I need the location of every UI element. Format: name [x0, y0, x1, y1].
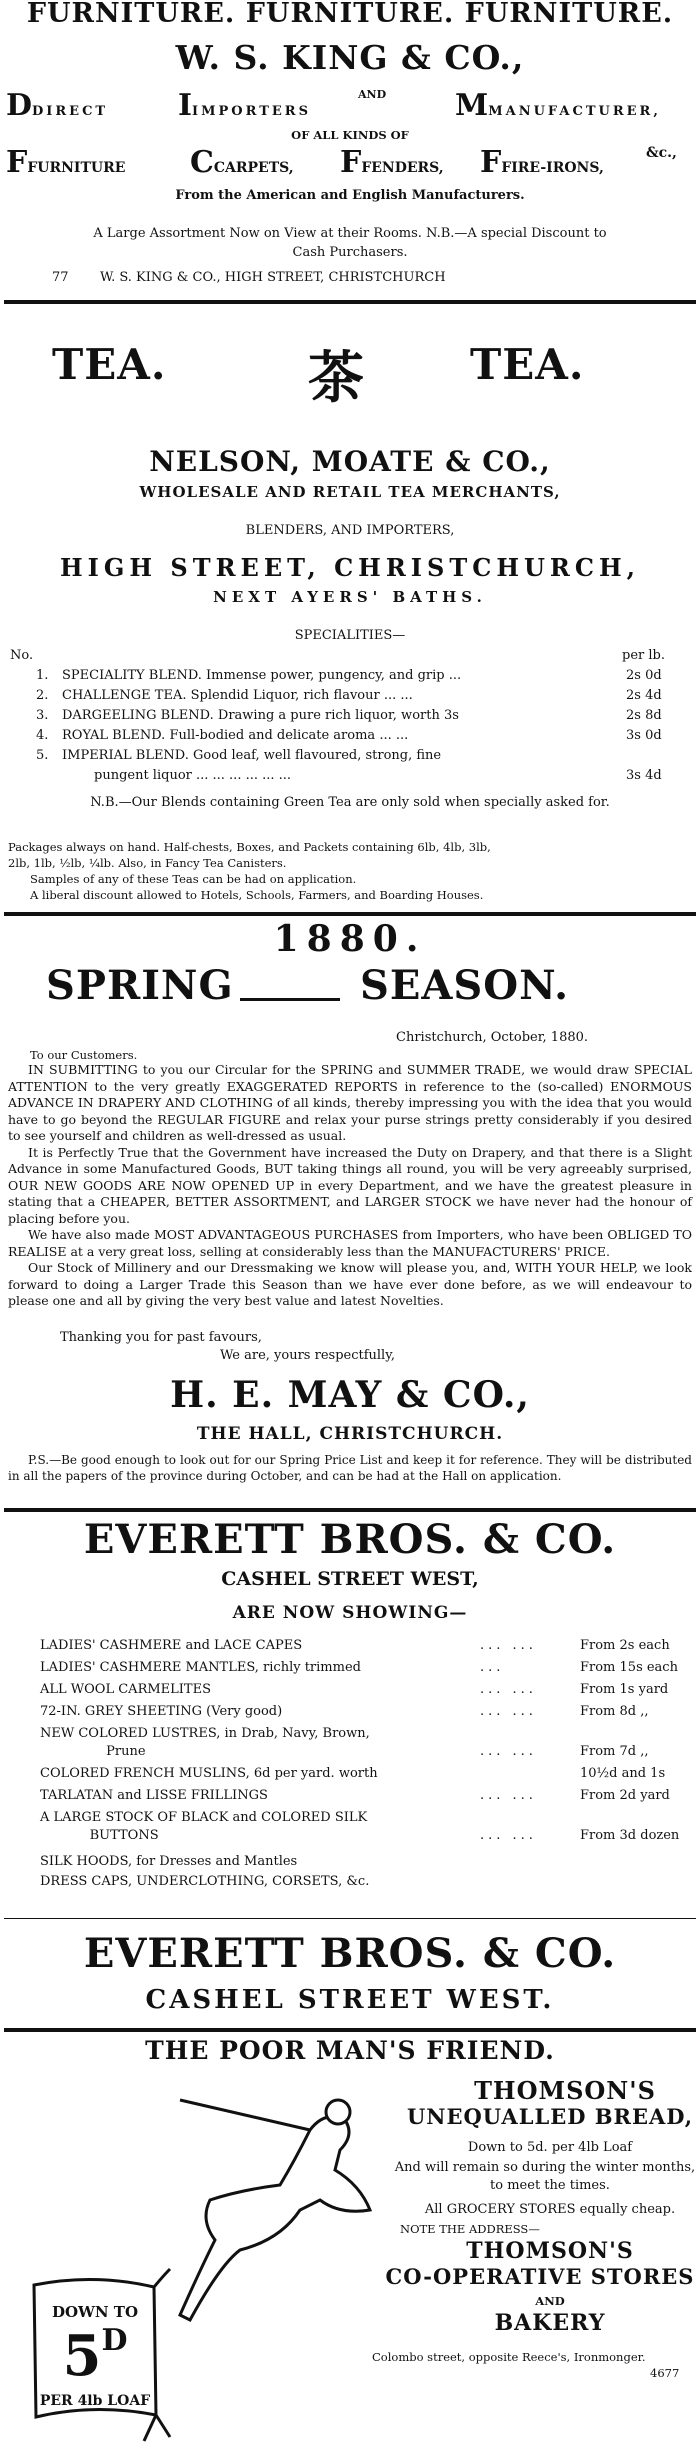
king-all-kinds: OF ALL KINDS OF: [291, 128, 409, 142]
may-dateline: Christchurch, October, 1880.: [396, 1030, 589, 1045]
paragraph: It is Perfectly True that the Government have increased the Duty on Drapery, and that there is a Slight Advance in some Manufactured Goods, BUT taking things all round, you will be very agreeably surprised, OUR NEW GOODS ARE NOW OPENED UP in every Department, and we have the greatest pleasure in stating that a CHEAPER, BETTER ASSORTMENT, and LARGER STOCK we have never had the honour of placing before you.: [8, 1144, 692, 1226]
may-firm-name: H. E. MAY & CO.,: [170, 1374, 530, 1416]
list-item: 4. ROYAL BLEND. Full-bodied and delicate aroma ... ... 3s 0d: [36, 728, 662, 743]
divider: [4, 1508, 696, 1512]
table-row: ALL WOOL CARMELITES ... ... From 1s yard: [40, 1682, 669, 1697]
table-row: LADIES' CASHMERE MANTLES, richly trimmed ... From 15s each: [40, 1660, 678, 1675]
table-row: TARLATAN and LISSE FRILLINGS ... ... From 2d yard: [40, 1788, 670, 1803]
king-assortment: A Large Assortment Now on View at their Rooms. N.B.—A special Discount to: [93, 226, 607, 241]
list-item: pungent liquor ... ... ... ... ... ... 3s 4d: [94, 768, 662, 783]
thomson-meet: to meet the times.: [490, 2178, 610, 2193]
nelson-firm-name: NELSON, MOATE & CO.,: [149, 445, 551, 478]
thomson-stores-1: THOMSON'S: [466, 2238, 634, 2264]
thomson-remain: And will remain so during the winter months,: [394, 2160, 696, 2175]
nelson-nb: N.B.—Our Blends containing Green Tea are only sold when specially asked for.: [90, 795, 610, 810]
thomson-address: Colombo street, opposite Reece's, Ironmonger.: [372, 2350, 646, 2364]
divider: [4, 1918, 696, 1919]
thomson-number: 4677: [650, 2366, 680, 2380]
nelson-street: HIGH STREET, CHRISTCHURCH,: [59, 553, 640, 582]
nelson-discount: A liberal discount allowed to Hotels, Schools, Farmers, and Boarding Houses.: [30, 888, 484, 902]
everett-footer-street: CASHEL STREET WEST.: [145, 1985, 555, 2015]
list-item: 3. DARGEELING BLEND. Drawing a pure rich liquor, worth 3s 2s 8d: [36, 708, 662, 723]
tea-speciality-list: [14, 668, 686, 788]
newspaper-page: FURNITURE. FURNITURE. FURNITURE. W. S. KING & CO., DDIRECT IIMPORTERS AND MMANUFACTURER, OF ALL KINDS OF FFURNITURE CCARPETS, FFENDERS, FFIRE-IRONS, &c., From the American and English Manufacturers. A Large Assortment Now on View at their Rooms. N.B.—A special Discount to Cash Purchasers. 77 W. S. KING & CO., HIGH STREET, CHRISTCHURCH TEA. 茶 TEA. NELSON, MOATE & CO., WHOLESALE AND RETAIL TEA MERCHANTS, BLENDERS, AND IMPORTERS, HIGH STREET, CHRISTCHURCH, NEXT AYERS' BATHS. SPECIALITIES— No. per lb. 1. SPECIALITY BLEND. Immense power, pungency, and grip ... 2s 0d 2. CHALLENGE TEA. Splendid Liquor, rich flavour ... ... 2s 4d 3. DARGEELING BLEND. Drawing a pure rich liquor, worth 3s 2s 8d 4. ROYAL BLEND. Full-bodied and delicate aroma ... ... 3s 0d 5. IMPERIAL BLEND. Good leaf, well flavoured, strong, fine pungent liquor ... ... ... ... ... ... 3s 4d N.B.—Our Blends containing Green Tea are only sold when specially asked for. Packages always on hand. Half-chests, Boxes, and Packets containing 6lb, 4lb, 3lb, 2lb, 1lb, ½lb, ¼lb. Also, in Fancy Tea Canisters. Samples of any of these Teas can be had on application. A liberal discount allowed to Hotels, Schools, Farmers, and Boarding Houses. 1880. SPRING SEASON. Christchurch, October, 1880. To our Customers. IN SUBMITTING to you our Circular for the SPRING and SUMMER TRADE, we would draw SPECIAL ATTENTION to the very greatly EXAGGERATED REPORTS in reference to the (so-called) ENORMOUS ADVANCE IN DRAPERY AND CLOTHING of all kinds, thereby impressing you with the idea that you would have to go beyond the REGULAR FIGURE and relax your purse strings pretty considerably if you desired to see yourself and children as well-dressed as usual. It is Perfectly True that the Government have increased the Duty on Drapery, and that there is a Slight Advance in some Manufactured Goods, BUT taking things all round, you will be very agreeably surprised, OUR NEW GOODS ARE NOW OPENED UP in every Department, and we have the greatest pleasure in stating that a CHEAPER, BETTER ASSORTMENT, and LARGER STOCK we have never had the honour of placing before you. We have also made MOST ADVANTAGEOUS PURCHASES from Importers, who have been OBLIGED TO REALISE at a very great loss, selling at considerably less than the MANUFACTURERS' PRICE. Our Stock of Millinery and our Dressmaking we know will please you, and, WITH YOUR HELP, we look forward to doing a Larger Trade this Season than we have ever done before, as we will endeavour to please one and all by giving the very best value and latest Novelties. Thanking you for past favours, We are, yours respectfully, H. E. MAY & CO., THE HALL, CHRISTCHURCH. P.S.—Be good enough to look out for our Spring Price List and keep it for reference. They will be distributed in all the papers of the province during October, and can be had at the Hall on application. EVERETT BROS. & CO. CASHEL STREET WEST, ARE NOW SHOWING— LADIES' CASHMERE and LACE CAPES ... ... From 2s each LADIES' CASHMERE MANTLES, richly trimmed ... From 15s each ALL WOOL CARMELITES ... ... From 1s yard 72-IN. GREY SHEETING (Very good) ... ... From 8d ,, NEW COLORED LUSTRES, in Drab, Navy, Brown, Prune ... ... From 7d ,, COLORED FRENCH MUSLINS, 6d per yard. worth 10½d and 1s TARLATAN and LISSE FRILLINGS ... ... From 2d yard A LARGE STOCK OF BLACK and COLORED SILK BUTTONS ... ... From 3d dozen SILK HOODS, for Dresses and Mantles DRESS CAPS, UNDERCLOTHING, CORSETS, &c. EVERETT BROS. & CO. CASHEL STREET WEST. THE POOR MAN'S FRIEND. DOWN TO 5D PER 4lb LOAF THOMSON'S UNEQUALLED BREAD, Down to 5d. per 4lb Loaf And will remain so during the winter months, to meet the times. All GROCERY STORES equally cheap. NOTE THE ADDRESS— THOMSON'S CO-OPERATIVE STORES AND BAKERY Colombo street, opposite Reece's, Ironmonger. 4677: [0, 0, 700, 2454]
may-thanks: Thanking you for past favours,: [60, 1330, 262, 1345]
table-row: NEW COLORED LUSTRES, in Drab, Navy, Brown,: [40, 1726, 370, 1741]
horse-rider-icon: [160, 2090, 390, 2330]
table-row: COLORED FRENCH MUSLINS, 6d per yard. worth 10½d and 1s: [40, 1766, 666, 1781]
thomson-down: Down to 5d. per 4lb Loaf: [467, 2140, 633, 2155]
may-yours: We are, yours respectfully,: [220, 1348, 395, 1363]
spring-year: 1880.: [273, 918, 427, 960]
flag-price: 5D: [62, 2323, 128, 2389]
nelson-sub: WHOLESALE AND RETAIL TEA MERCHANTS,: [139, 483, 561, 501]
thomson-firm: THOMSON'S: [474, 2076, 656, 2105]
may-hall: THE HALL, CHRISTCHURCH.: [196, 1424, 504, 1444]
nelson-packages-2: 2lb, 1lb, ½lb, ¼lb. Also, in Fancy Tea Canisters.: [8, 856, 287, 870]
thomson-and: AND: [535, 2294, 565, 2308]
everett-showing: ARE NOW SHOWING—: [232, 1603, 468, 1623]
paragraph: We have also made MOST ADVANTAGEOUS PURCHASES from Importers, who have been OBLIGED TO REALISE at a very great loss, selling at considerably less than the MANUFACTURERS' PRICE.: [8, 1227, 692, 1259]
king-from: From the American and English Manufacturers.: [175, 188, 525, 203]
table-row: Prune ... ... From 7d ,,: [40, 1744, 649, 1759]
may-circular-text: [8, 1062, 692, 1310]
list-item: 1. SPECIALITY BLEND. Immense power, pungency, and grip ... 2s 0d: [36, 668, 662, 683]
specialities-heading: SPECIALITIES—: [294, 628, 406, 643]
thomson-grocery: All GROCERY STORES equally cheap.: [424, 2202, 676, 2217]
divider: [4, 912, 696, 916]
bread-flag-illustration: [24, 2265, 174, 2445]
everett-goods-list: [40, 1638, 680, 1896]
chinese-character-icon: 茶: [308, 346, 365, 411]
table-row: DRESS CAPS, UNDERCLOTHING, CORSETS, &c.: [40, 1874, 370, 1889]
thomson-bread: UNEQUALLED BREAD,: [406, 2104, 694, 2129]
nelson-samples: Samples of any of these Teas can be had on application.: [30, 872, 357, 886]
may-salutation: To our Customers.: [30, 1048, 138, 1062]
everett-street: CASHEL STREET WEST,: [221, 1568, 479, 1590]
flag-text-bottom: PER 4lb LOAF: [39, 2393, 151, 2409]
table-row: LADIES' CASHMERE and LACE CAPES ... ... From 2s each: [40, 1638, 670, 1653]
furniture-banner: FURNITURE. FURNITURE. FURNITURE.: [26, 0, 674, 29]
paragraph: Our Stock of Millinery and our Dressmaking we know will please you, and, WITH YOUR HELP, we look forward to doing a Larger Trade this Season than we have ever done before, as we will endeavour to please one and all by giving the very best value and latest Novelties.: [8, 1260, 692, 1308]
list-item: 5. IMPERIAL BLEND. Good leaf, well flavoured, strong, fine: [36, 748, 442, 763]
everett-footer-firm: EVERETT BROS. & CO.: [83, 1930, 617, 1977]
thomson-note: NOTE THE ADDRESS—: [400, 2222, 540, 2236]
may-ps: P.S.—Be good enough to look out for our Spring Price List and keep it for reference. They will be distributed in all the papers of the province during October, and can be had at the Hall on application.: [8, 1453, 692, 1483]
thomson-headline: THE POOR MAN'S FRIEND.: [145, 2036, 555, 2065]
divider: [4, 2028, 696, 2032]
king-firm-name: W. S. KING & CO.,: [175, 38, 525, 77]
divider: [4, 300, 696, 304]
nelson-baths: NEXT AYERS' BATHS.: [213, 588, 487, 606]
thomson-stores-2: CO-OPERATIVE STORES: [385, 2264, 695, 2289]
list-item: 2. CHALLENGE TEA. Splendid Liquor, rich flavour ... ... 2s 4d: [36, 688, 662, 703]
flag-text-top: DOWN TO: [51, 2303, 139, 2321]
table-row: A LARGE STOCK OF BLACK and COLORED SILK: [40, 1810, 368, 1825]
thomson-bakery: BAKERY: [494, 2310, 606, 2336]
table-row: BUTTONS ... ... From 3d dozen: [40, 1828, 680, 1843]
table-row: SILK HOODS, for Dresses and Mantles: [40, 1854, 298, 1869]
nelson-packages: Packages always on hand. Half-chests, Boxes, and Packets containing 6lb, 4lb, 3lb,: [8, 840, 491, 854]
paragraph: IN SUBMITTING to you our Circular for the SPRING and SUMMER TRADE, we would draw SPECIAL ATTENTION to the very greatly EXAGGERATED REPORTS in reference to the (so-called) ENORMOUS ADVANCE IN DRAPERY AND CLOTHING of all kinds, thereby impressing you with the idea that you would have to go beyond the REGULAR FIGURE and relax your purse strings pretty considerably if you desired to see yourself and children as well-dressed as usual.: [8, 1062, 692, 1143]
king-cash: Cash Purchasers.: [292, 245, 408, 260]
nelson-blenders: BLENDERS, AND IMPORTERS,: [245, 523, 455, 538]
everett-firm-name: EVERETT BROS. & CO.: [83, 1516, 617, 1563]
table-row: 72-IN. GREY SHEETING (Very good) ... ... From 8d ,,: [40, 1704, 649, 1719]
